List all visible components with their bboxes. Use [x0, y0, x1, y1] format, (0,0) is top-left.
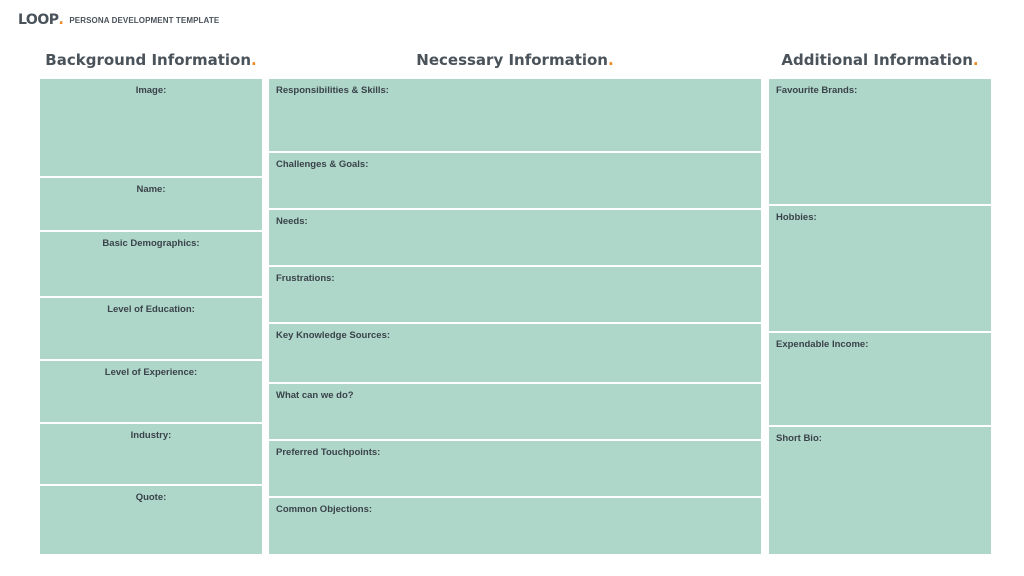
level-of-education-field[interactable] — [40, 298, 262, 359]
page-header — [18, 11, 219, 29]
frustrations-field[interactable] — [269, 267, 761, 322]
field-label: Quote: — [135, 492, 167, 503]
loop-logo — [18, 12, 63, 28]
field-label: Short Bio: — [776, 433, 822, 444]
field-label: Name: — [136, 184, 166, 195]
field-label: Expendable Income: — [776, 339, 869, 350]
field-label: Level of Education: — [107, 304, 195, 315]
heading-text: Background Information — [45, 51, 251, 69]
hobbies-field[interactable] — [769, 206, 991, 331]
heading-text: Necessary Information — [416, 51, 608, 69]
key-knowledge-sources-field[interactable] — [269, 324, 761, 382]
field-label: What can we do? — [276, 390, 354, 401]
favourite-brands-field[interactable] — [769, 79, 991, 204]
field-label: Common Objections: — [276, 504, 373, 515]
logo-text: LOOP — [18, 12, 59, 28]
expendable-income-field[interactable] — [769, 333, 991, 425]
field-label: Hobbies: — [776, 212, 817, 223]
needs-field[interactable] — [269, 210, 761, 265]
industry-field[interactable] — [40, 424, 262, 484]
heading-text: Additional Information — [781, 51, 973, 69]
basic-demographics-field[interactable] — [40, 232, 262, 296]
common-objections-field[interactable] — [269, 498, 761, 554]
field-label: Preferred Touchpoints: — [276, 447, 381, 458]
heading-dot: . — [608, 51, 614, 69]
field-label: Responsibilities & Skills: — [276, 85, 389, 96]
image-field[interactable] — [40, 79, 262, 176]
logo-dot: . — [58, 12, 64, 28]
field-label: Level of Experience: — [104, 367, 198, 378]
template-title: PERSONA DEVELOPMENT TEMPLATE — [69, 15, 220, 25]
level-of-experience-field[interactable] — [40, 361, 262, 422]
background-information-heading — [40, 51, 262, 69]
field-label: Industry: — [130, 430, 172, 441]
name-field[interactable] — [40, 178, 262, 230]
field-label: Key Knowledge Sources: — [276, 330, 391, 341]
quote-field[interactable] — [40, 486, 262, 554]
heading-dot: . — [251, 51, 257, 69]
field-label: Image: — [135, 85, 167, 96]
additional-information-heading — [769, 51, 991, 69]
what-can-we-do-field[interactable] — [269, 384, 761, 439]
preferred-touchpoints-field[interactable] — [269, 441, 761, 496]
responsibilities-skills-field[interactable] — [269, 79, 761, 151]
field-label: Basic Demographics: — [102, 238, 200, 249]
field-label: Favourite Brands: — [776, 85, 858, 96]
short-bio-field[interactable] — [769, 427, 991, 554]
challenges-goals-field[interactable] — [269, 153, 761, 208]
field-label: Frustrations: — [276, 273, 335, 284]
necessary-information-heading — [269, 51, 761, 69]
field-label: Needs: — [276, 216, 308, 227]
heading-dot: . — [972, 51, 979, 69]
field-label: Challenges & Goals: — [276, 159, 369, 170]
